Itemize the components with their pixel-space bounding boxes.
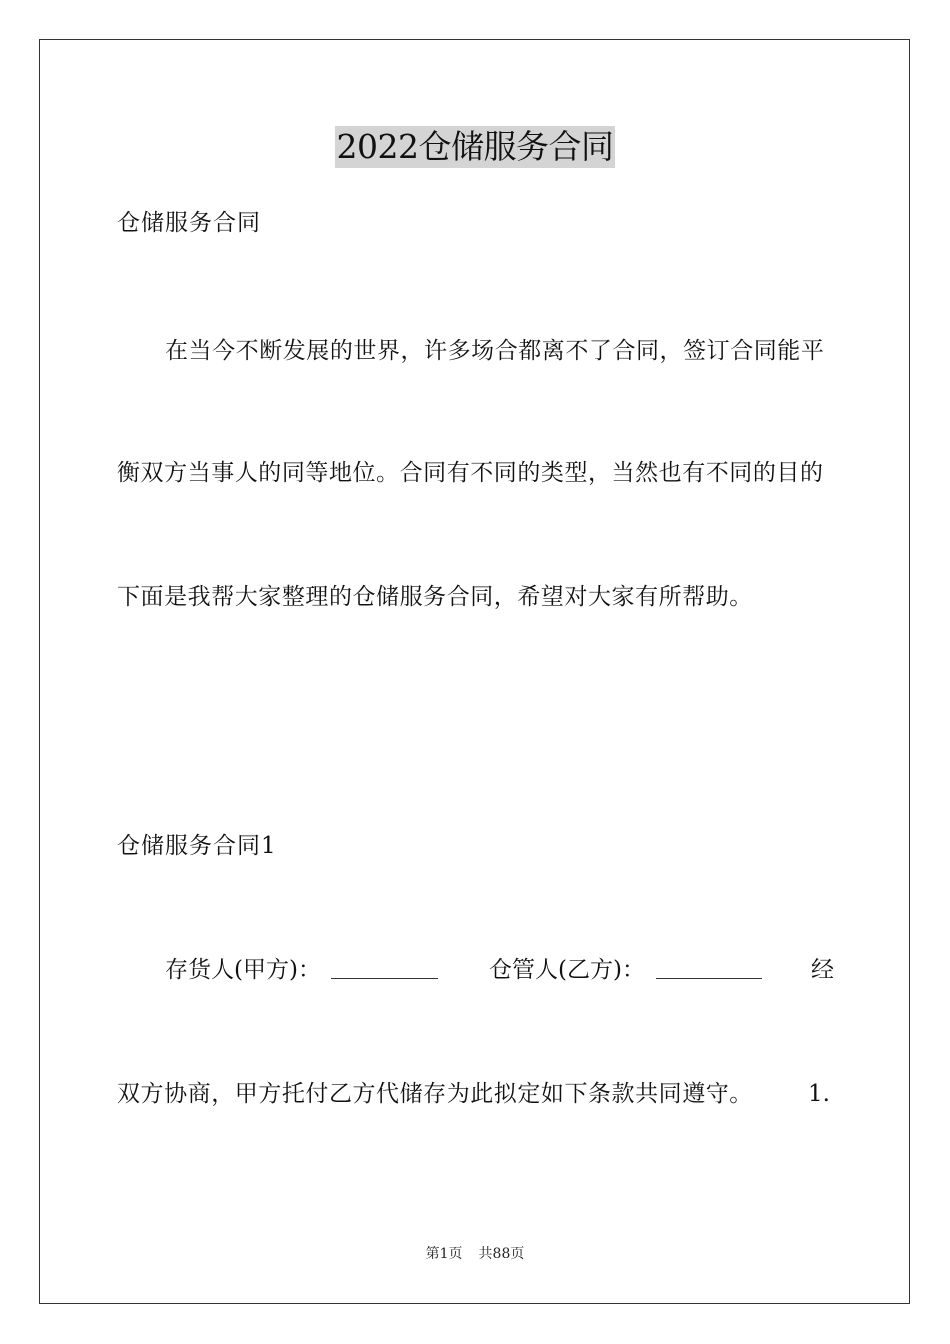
agreement-clause-number: 1. (808, 1081, 830, 1107)
page-total: 共88页 (478, 1246, 525, 1262)
document-title-block (0, 126, 950, 168)
page-footer (0, 1245, 950, 1263)
intro-paragraph-line-2: 衡双方当事人的同等地位。合同有不同的类型，当然也有不同的目的 (117, 460, 824, 486)
intro-paragraph-line-1: 在当今不断发展的世界，许多场合都离不了合同，签订合同能平 (165, 338, 825, 364)
party-a-label: 存货人(甲方)： (165, 957, 321, 983)
party-a-blank (331, 978, 438, 979)
page-current: 第1页 (425, 1246, 463, 1262)
agreement-line: 双方协商，甲方托付乙方代储存为此拟定如下条款共同遵守。 (117, 1081, 753, 1107)
intro-paragraph-line-3: 下面是我帮大家整理的仓储服务合同，希望对大家有所帮助。 (117, 584, 753, 610)
document-title: 2022仓储服务合同 (336, 127, 614, 166)
section-title: 仓储服务合同1 (117, 833, 277, 859)
parties-trailing-text: 经 (811, 957, 834, 983)
party-b-blank (656, 978, 762, 979)
document-subtitle: 仓储服务合同 (117, 210, 261, 236)
party-b-label: 仓管人(乙方)： (489, 957, 645, 983)
